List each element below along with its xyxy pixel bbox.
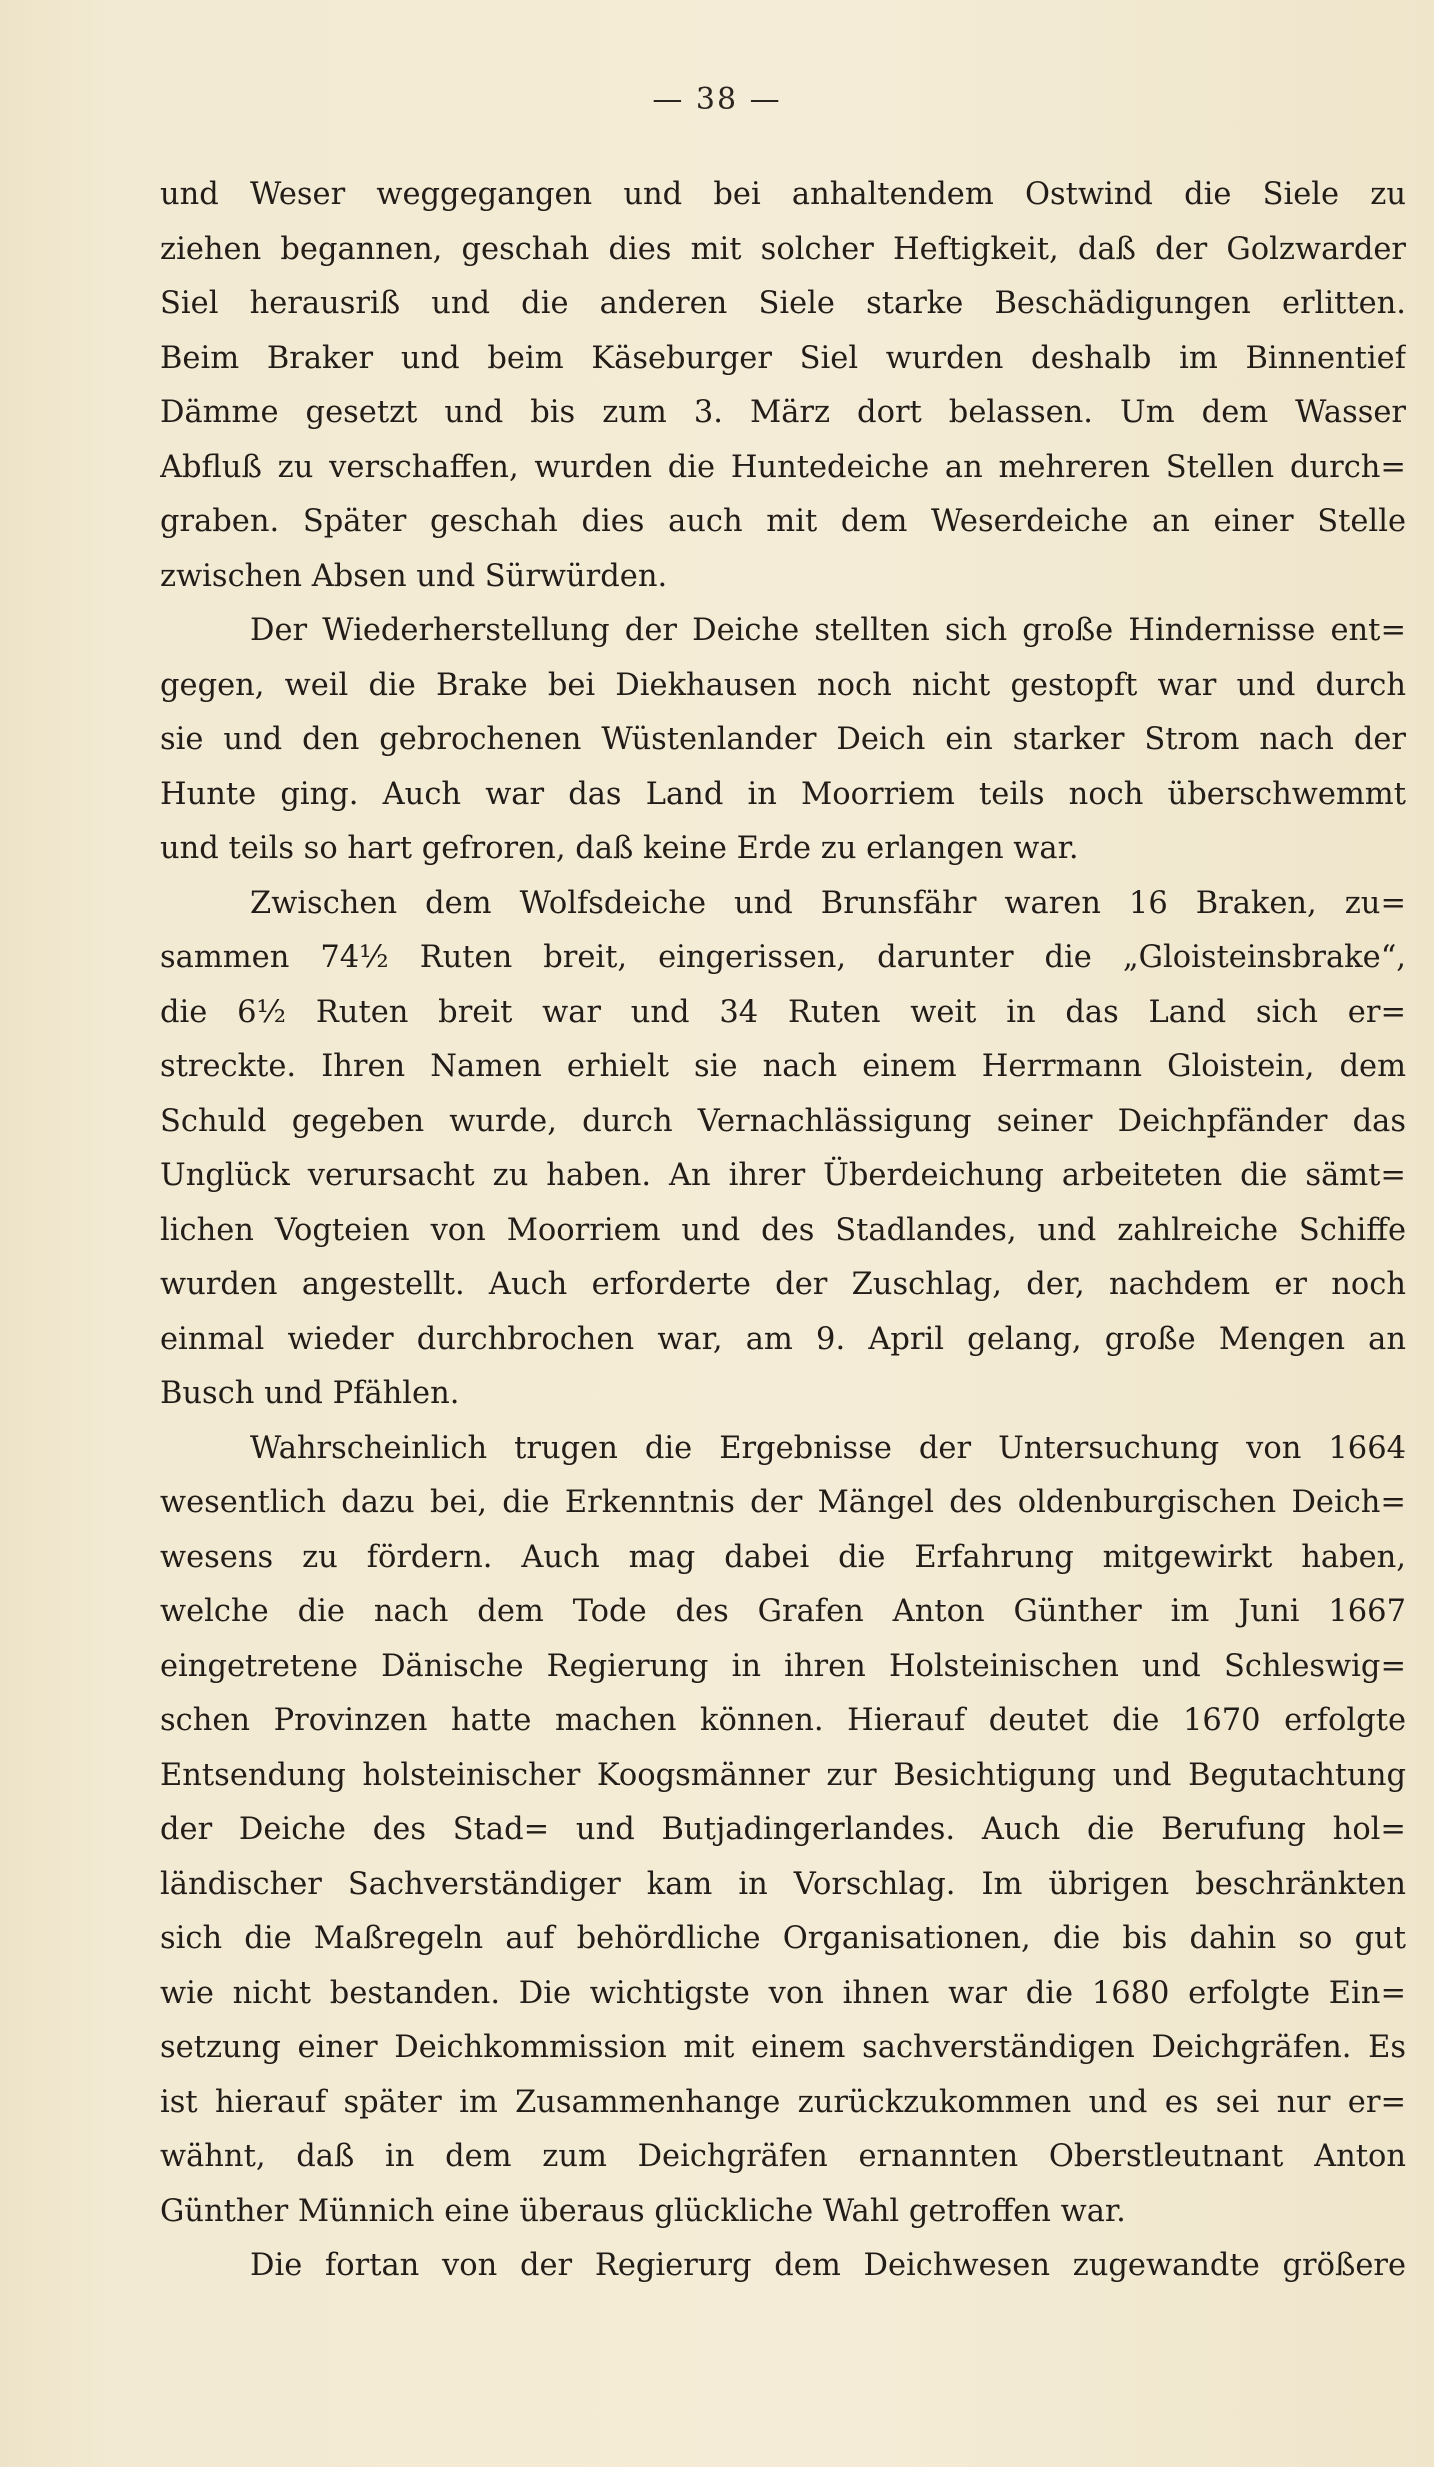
body-text <box>160 168 1406 2294</box>
text-line: ziehen begannen, geschah dies mit solcher Heftigkeit, daß der Golzwarder <box>160 231 1406 267</box>
text-line: setzung einer Deichkommission mit einem sachverständigen Deichgräfen. Es <box>160 2030 1406 2065</box>
text-line: Abfluß zu verschaffen, wurden die Huntedeiche an mehreren Stellen durch= <box>160 449 1406 485</box>
text-line: streckte. Ihren Namen erhielt sie nach einem Herrmann Gloistein, dem <box>160 1049 1406 1084</box>
text-line: lichen Vogteien von Moorriem und des Stadlandes, und zahlreiche Schiffe <box>160 1212 1406 1248</box>
text-line: Unglück verursacht zu haben. An ihrer Überdeichung arbeiteten die sämt= <box>160 1158 1406 1193</box>
text-line: Der Wiederherstellung der Deiche stellten sich große Hindernisse ent= <box>250 613 1406 648</box>
text-line: wesentlich dazu bei, die Erkenntnis der Mängel des oldenburgischen Deich= <box>160 1485 1406 1520</box>
text-line: wesens zu fördern. Auch mag dabei die Erfahrung mitgewirkt haben, <box>160 1539 1406 1575</box>
text-line: welche die nach dem Tode des Grafen Anton Günther im Juni 1667 <box>160 1594 1406 1629</box>
text-line: Die fortan von der Regierurg dem Deichwesen zugewandte größere <box>250 2248 1406 2283</box>
text-line: Wahrscheinlich trugen die Ergebnisse der Untersuchung von 1664 <box>250 1430 1406 1466</box>
text-line: schen Provinzen hatte machen können. Hierauf deutet die 1670 erfolgte <box>160 1703 1406 1738</box>
text-line: wie nicht bestanden. Die wichtigste von ihnen war die 1680 erfolgte Ein= <box>160 1975 1406 2011</box>
text-line: wurden angestellt. Auch erforderte der Zuschlag, der, nachdem er noch <box>160 1267 1406 1302</box>
text-line: graben. Später geschah dies auch mit dem Weserdeiche an einer Stelle <box>160 504 1406 539</box>
text-line: Dämme gesetzt und bis zum 3. März dort belassen. Um dem Wasser <box>160 395 1406 430</box>
text-line: sammen 74½ Ruten breit, eingerissen, darunter die „Gloisteinsbrake“, <box>160 940 1406 975</box>
text-line: eingetretene Dänische Regierung in ihren Holsteinischen und Schleswig= <box>160 1648 1406 1684</box>
text-line: Günther Münnich eine überaus glückliche Wahl getroffen war. <box>160 2193 1126 2229</box>
page-number: — 38 — <box>652 82 782 117</box>
text-line: und Weser weggegangen und bei anhaltendem Ostwind die Siele zu <box>160 177 1406 212</box>
text-line: wähnt, daß in dem zum Deichgräfen ernannten Oberstleutnant Anton <box>160 2139 1406 2174</box>
text-line: Zwischen dem Wolfsdeiche und Brunsfähr waren 16 Braken, zu= <box>250 885 1406 921</box>
text-line: gegen, weil die Brake bei Diekhausen noch nicht gestopft war und durch <box>160 667 1406 703</box>
text-line: sich die Maßregeln auf behördliche Organisationen, die bis dahin so gut <box>160 1921 1406 1956</box>
text-line: ist hierauf später im Zusammenhange zurückzukommen und es sei nur er= <box>160 2084 1406 2120</box>
text-line: Siel herausriß und die anderen Siele starke Beschädigungen erlitten. <box>160 286 1406 321</box>
text-line: ländischer Sachverständiger kam in Vorschlag. Im übrigen beschränkten <box>160 1866 1406 1902</box>
text-line: Hunte ging. Auch war das Land in Moorriem teils noch überschwemmt <box>160 776 1406 812</box>
text-line: der Deiche des Stad= und Butjadingerlandes. Auch die Berufung hol= <box>160 1812 1406 1847</box>
text-line: die 6½ Ruten breit war und 34 Ruten weit in das Land sich er= <box>160 994 1406 1030</box>
text-line: und teils so hart gefroren, daß keine Erde zu erlangen war. <box>160 831 1079 866</box>
text-line: zwischen Absen und Sürwürden. <box>160 558 668 594</box>
text-line: sie und den gebrochenen Wüstenlander Deich ein starker Strom nach der <box>160 722 1406 757</box>
text-line: Entsendung holsteinischer Koogsmänner zur Besichtigung und Begutachtung <box>160 1757 1406 1793</box>
text-line: Schuld gegeben wurde, durch Vernachlässigung seiner Deichpfänder das <box>160 1103 1406 1139</box>
text-line: Busch und Pfählen. <box>160 1376 460 1411</box>
text-line: einmal wieder durchbrochen war, am 9. April gelang, große Mengen an <box>160 1321 1406 1357</box>
text-line: Beim Braker und beim Käseburger Siel wurden deshalb im Binnentief <box>160 340 1406 376</box>
